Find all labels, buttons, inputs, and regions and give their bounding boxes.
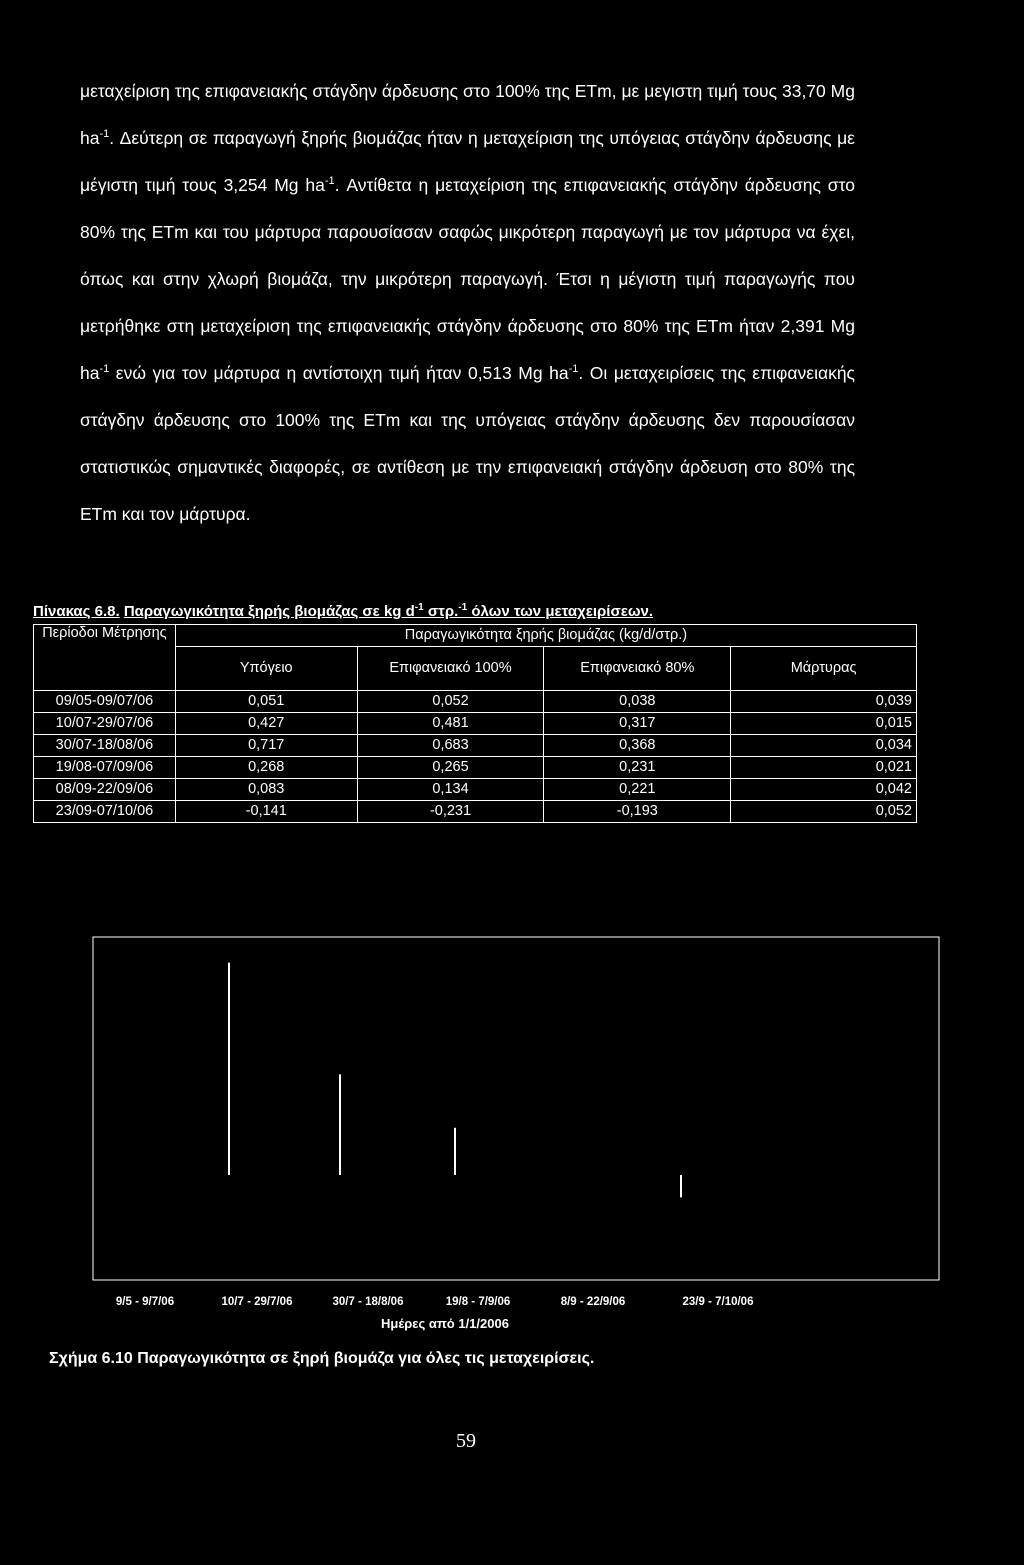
x-tick-label: 19/8 - 7/9/06 bbox=[445, 1296, 511, 1308]
value-cell: 0,038 bbox=[544, 691, 731, 713]
table-title-text: Παραγωγικότητα ξηρής βιομάζας σε kg d bbox=[123, 603, 415, 620]
value-cell: 0,134 bbox=[357, 779, 544, 801]
table-row bbox=[34, 735, 917, 757]
figure-caption: Σχήμα 6.10 Παραγωγικότητα σε ξηρή βιομάζα για όλες τις μεταχειρίσεις. bbox=[49, 1350, 595, 1367]
value-cell: 0,039 bbox=[731, 691, 917, 713]
value-cell: -0,141 bbox=[175, 801, 357, 823]
superscript: -1 bbox=[568, 363, 579, 376]
page-number: 59 bbox=[456, 1430, 476, 1452]
x-tick-label: 9/5 - 9/7/06 bbox=[115, 1296, 175, 1308]
value-cell: 0,021 bbox=[731, 757, 917, 779]
period-cell: 10/07-29/07/06 bbox=[34, 713, 176, 735]
period-cell: 30/07-18/08/06 bbox=[34, 735, 176, 757]
productivity-chart bbox=[0, 925, 1024, 1285]
value-cell: 0,317 bbox=[544, 713, 731, 735]
table-title-text: όλων των μεταχειρίσεων. bbox=[467, 603, 654, 620]
period-cell: 09/05-09/07/06 bbox=[34, 691, 176, 713]
table-row bbox=[34, 801, 917, 823]
x-axis-title: Ημέρες από 1/1/2006 bbox=[381, 1316, 509, 1331]
value-cell: 0,481 bbox=[357, 713, 544, 735]
x-tick-label: 8/9 - 22/9/06 bbox=[560, 1296, 626, 1308]
x-tick-label: 10/7 - 29/7/06 bbox=[221, 1296, 293, 1308]
superscript: -1 bbox=[99, 128, 110, 141]
value-cell: 0,427 bbox=[175, 713, 357, 735]
value-cell: 0,717 bbox=[175, 735, 357, 757]
value-cell: 0,052 bbox=[731, 801, 917, 823]
period-cell: 19/08-07/09/06 bbox=[34, 757, 176, 779]
value-cell: 0,052 bbox=[357, 691, 544, 713]
value-cell: 0,231 bbox=[544, 757, 731, 779]
value-cell: -0,193 bbox=[544, 801, 731, 823]
value-cell: 0,265 bbox=[357, 757, 544, 779]
superscript: -1 bbox=[458, 602, 468, 613]
header-col-control: Μάρτυρας bbox=[731, 647, 917, 691]
header-col-subsurface: Υπόγειο bbox=[175, 647, 357, 691]
period-cell: 23/09-07/10/06 bbox=[34, 801, 176, 823]
header-group: Παραγωγικότητα ξηρής βιομάζας (kg/d/στρ.) bbox=[175, 625, 916, 647]
value-cell: 0,368 bbox=[544, 735, 731, 757]
x-tick-label: 30/7 - 18/8/06 bbox=[332, 1296, 404, 1308]
value-cell: 0,034 bbox=[731, 735, 917, 757]
superscript: -1 bbox=[324, 175, 335, 188]
table-number: Πίνακας 6.8. bbox=[33, 603, 120, 620]
productivity-table bbox=[33, 624, 917, 823]
table-row bbox=[34, 691, 917, 713]
paragraph-text: μεταχείριση της επιφανειακής στάγδην άρδευσης στο 100% της ETm, με μεγιστη τιμή τους 33,70 Mg ha bbox=[80, 81, 855, 148]
header-col-surface-100: Επιφανειακό 100% bbox=[357, 647, 544, 691]
period-cell: 08/09-22/09/06 bbox=[34, 779, 176, 801]
paragraph-text: . Οι μεταχειρίσεις της επιφανειακής στάγδην άρδευσης στο 100% της ETm και της υπόγειας στάγδην άρδευσης δεν παρουσίασαν στατιστικώς σημαντικές διαφορές, σε αντίθεση με την επιφανειακή στάγδην άρδευση στο 80% της ETm και τον μάρτυρα. bbox=[80, 363, 855, 524]
table-row bbox=[34, 757, 917, 779]
table-caption bbox=[33, 603, 653, 620]
table-row bbox=[34, 713, 917, 735]
header-col-surface-80: Επιφανειακό 80% bbox=[544, 647, 731, 691]
value-cell: 0,083 bbox=[175, 779, 357, 801]
paragraph-text: . Δεύτερη σε παραγωγή ξηρής βιομάζας ήταν η μεταχείριση της υπόγειας στάγδην άρδευσης με μέγιστη τιμή τους 3,254 Mg ha bbox=[80, 128, 855, 195]
value-cell: 0,268 bbox=[175, 757, 357, 779]
table-title-text: στρ. bbox=[423, 603, 459, 620]
value-cell: -0,231 bbox=[357, 801, 544, 823]
superscript: -1 bbox=[414, 602, 424, 613]
table-title bbox=[124, 603, 653, 620]
superscript: -1 bbox=[99, 363, 110, 376]
paragraph-text: ενώ για τον μάρτυρα η αντίστοιχη τιμή ήταν 0,513 Mg ha bbox=[109, 363, 569, 383]
value-cell: 0,683 bbox=[357, 735, 544, 757]
value-cell: 0,221 bbox=[544, 779, 731, 801]
value-cell: 0,042 bbox=[731, 779, 917, 801]
plot-frame bbox=[93, 937, 939, 1280]
body-paragraph bbox=[80, 68, 855, 538]
value-cell: 0,015 bbox=[731, 713, 917, 735]
table-row bbox=[34, 779, 917, 801]
paragraph-text: . Αντίθετα η μεταχείριση της επιφανειακής στάγδην άρδευσης στο 80% της ETm και του μάρτυρα παρουσίασαν σαφώς μικρότερη παραγωγή με τον μάρτυρα να έχει, όπως και στην χλωρή βιομάζα, την μικρότερη παραγωγή. Έτσι η μέγιστη τιμή παραγωγής που μετρήθηκε στη μεταχείριση της επιφανειακής στάγδην άρδευσης στο 80% της ETm ήταν 2,391 Mg ha bbox=[80, 175, 855, 383]
header-period: Περίοδοι Μέτρησης bbox=[34, 625, 176, 691]
value-cell: 0,051 bbox=[175, 691, 357, 713]
x-tick-label: 23/9 - 7/10/06 bbox=[682, 1296, 754, 1308]
